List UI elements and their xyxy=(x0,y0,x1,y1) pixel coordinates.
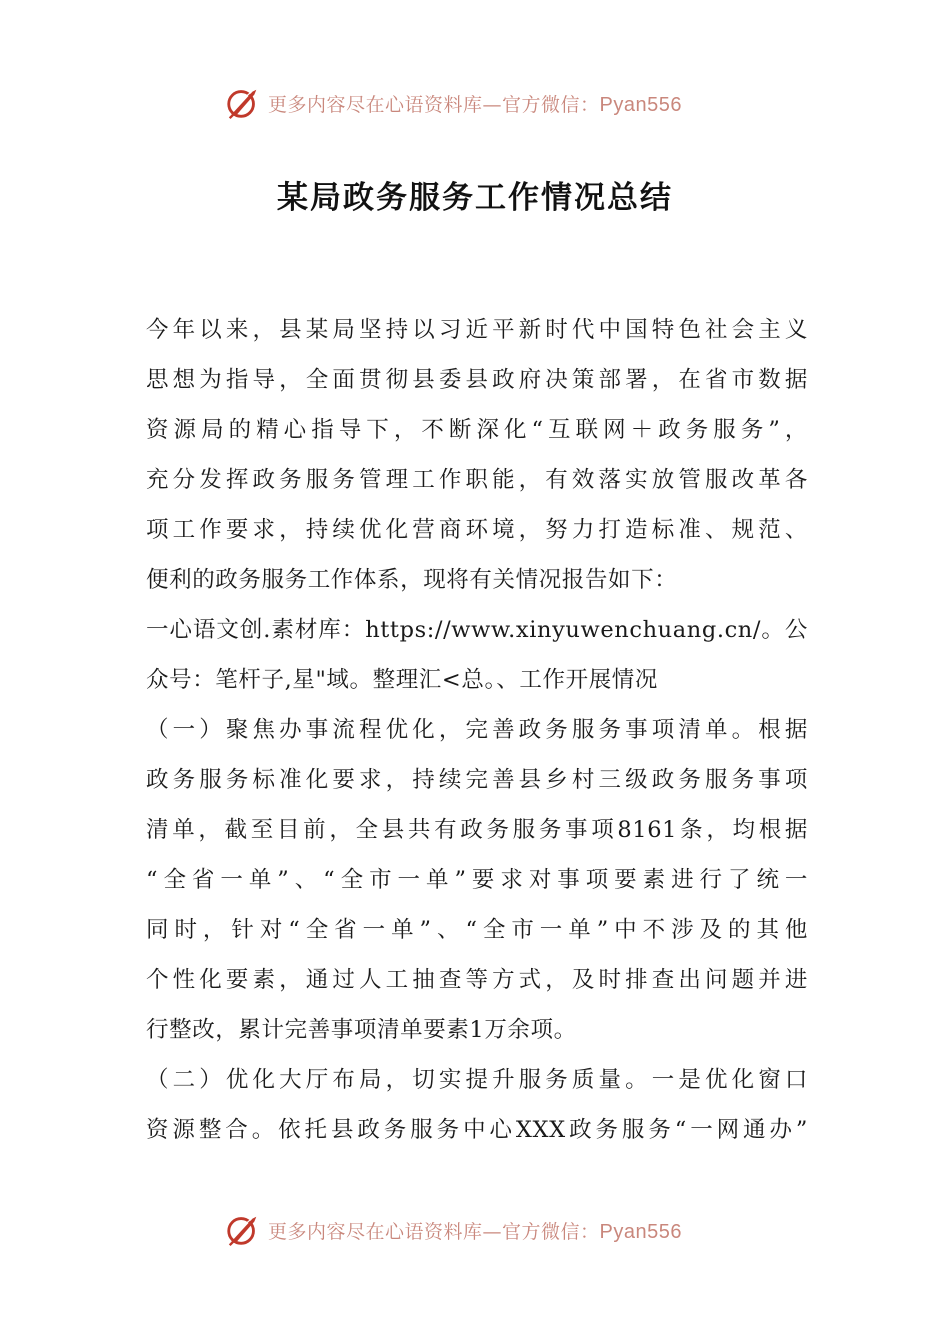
banner-wechat-id: Pyan556 xyxy=(599,1220,682,1243)
document-body xyxy=(146,305,808,1155)
paragraph-line: 资源局的精心指导下，不断深化“互联网＋政务服务”， xyxy=(146,417,808,443)
paragraph-line: “全省一单”、“全市一单”要求对事项要素进行了统一 xyxy=(146,867,808,893)
quill-logo-icon xyxy=(224,84,262,122)
paragraph-line: 同时，针对“全省一单”、“全市一单”中不涉及的其他 xyxy=(146,917,808,943)
paragraph-line: 思想为指导，全面贯彻县委县政府决策部署，在省市数据 xyxy=(146,367,808,393)
paragraph-line: 一心语文创.素材库：https://www.xinyuwenchuang.cn/。公 xyxy=(146,617,808,643)
document-title: 某局政务服务工作情况总结 xyxy=(277,180,673,216)
paragraph-line: 便利的政务服务工作体系，现将有关情况报告如下： xyxy=(146,567,678,593)
paragraph-line: 项工作要求，持续优化营商环境，努力打造标准、规范、 xyxy=(146,517,808,543)
paragraph-line: 个性化要素，通过人工抽查等方式，及时排查出问题并进 xyxy=(146,967,808,993)
paragraph-line: （一）聚焦办事流程优化，完善政务服务事项清单。根据 xyxy=(146,717,808,743)
banner-wechat-id: Pyan556 xyxy=(599,93,682,116)
banner-text xyxy=(268,1217,682,1244)
paragraph-line: 行整改，累计完善事项清单要素1万余项。 xyxy=(146,1017,577,1043)
paragraph-line: （二）优化大厅布局，切实提升服务质量。一是优化窗口 xyxy=(146,1067,808,1093)
footer-watermark-banner xyxy=(0,1205,950,1255)
quill-logo-icon xyxy=(224,1211,262,1249)
header-watermark-banner xyxy=(0,78,950,128)
banner-slogan: 更多内容尽在心语资料库—官方微信： xyxy=(268,1220,600,1243)
paragraph-line: 政务服务标准化要求，持续完善县乡村三级政务服务事项 xyxy=(146,767,808,793)
paragraph-line: 资源整合。依托县政务服务中心XXX政务服务“一网通办” xyxy=(146,1117,808,1143)
paragraph-line: 充分发挥政务服务管理工作职能，有效落实放管服改革各 xyxy=(146,467,808,493)
paragraph-line: 众号：笔杆子,星"域。整理汇<总。、工作开展情况 xyxy=(146,667,659,693)
paragraph-line: 清单，截至目前，全县共有政务服务事项8161条，均根据 xyxy=(146,817,808,843)
paragraph-line: 今年以来，县某局坚持以习近平新时代中国特色社会主义 xyxy=(146,317,808,343)
banner-text xyxy=(268,90,682,117)
banner-slogan: 更多内容尽在心语资料库—官方微信： xyxy=(268,93,600,116)
